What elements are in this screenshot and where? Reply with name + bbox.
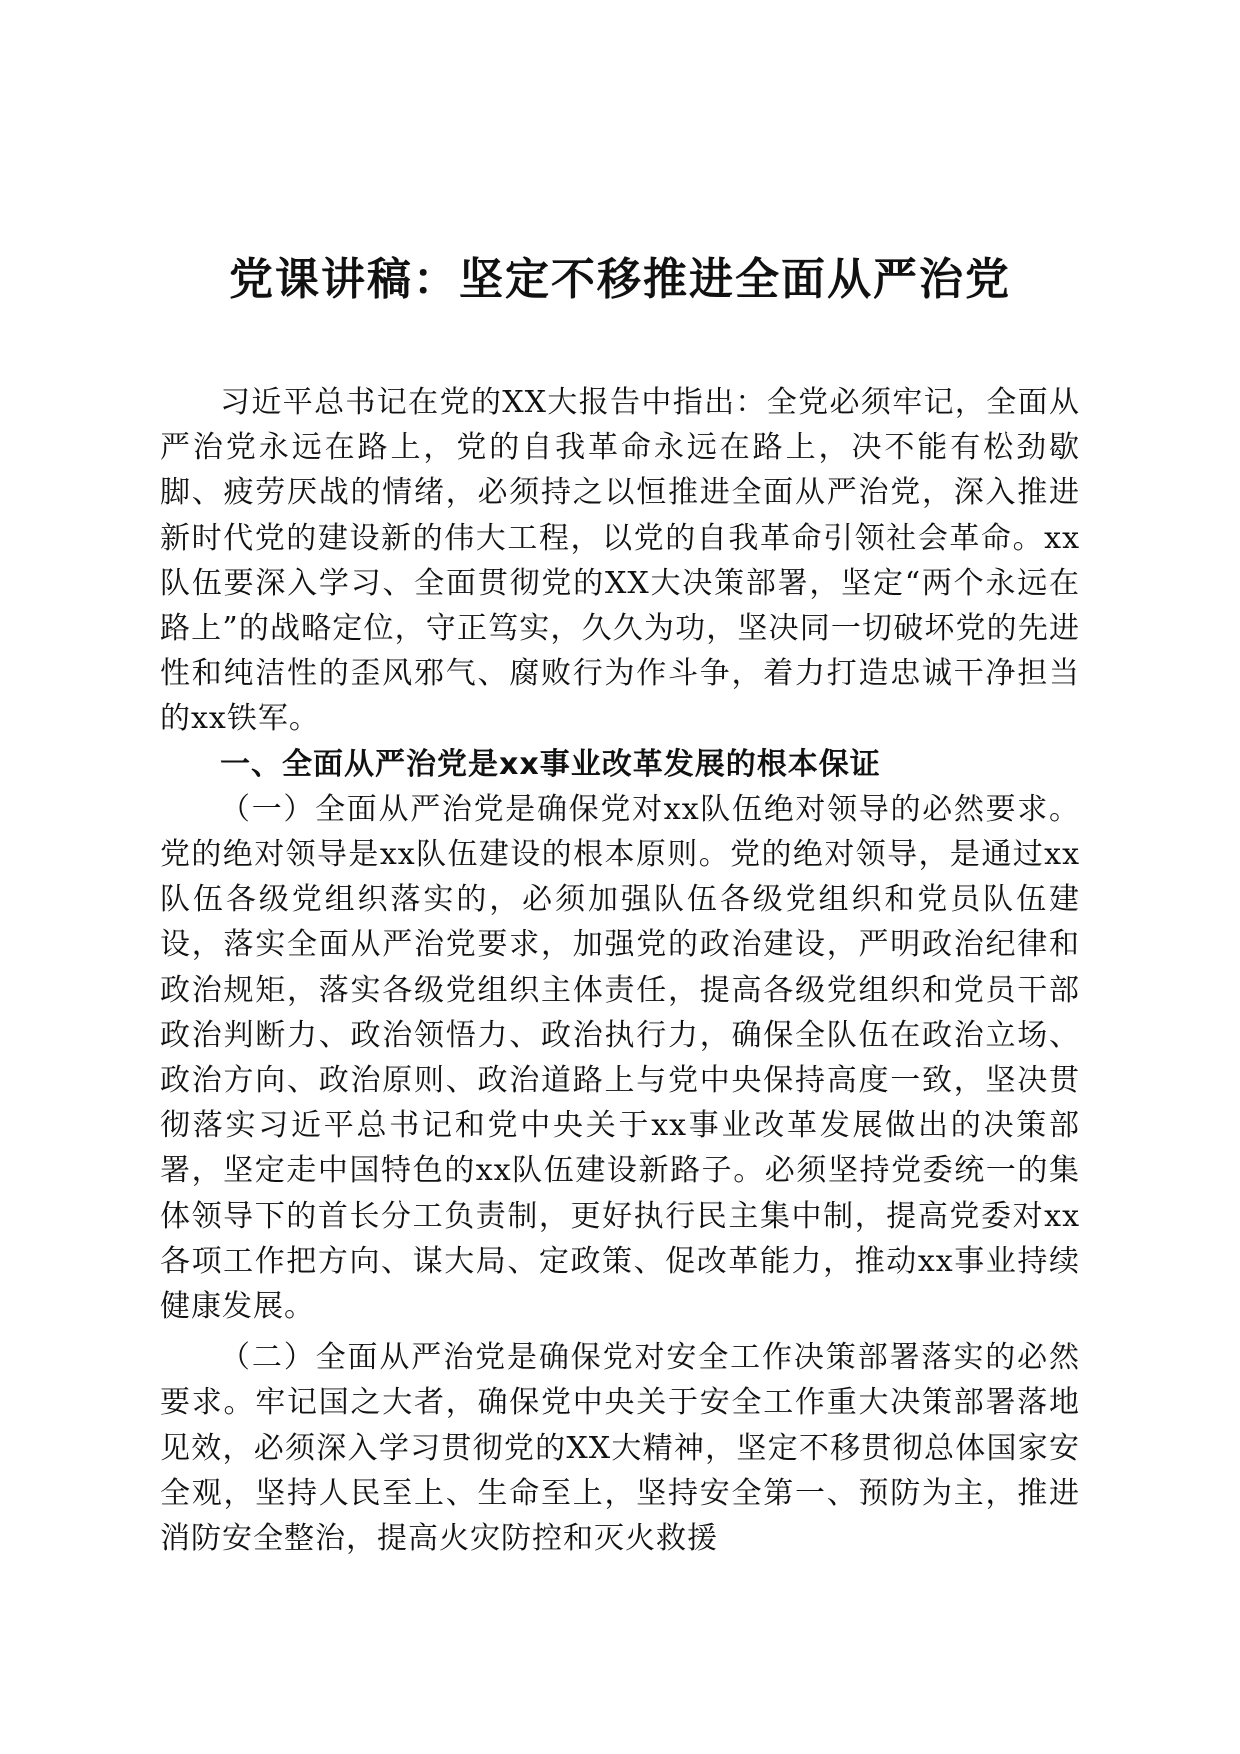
section-heading-1: 一、全面从严治党是xx事业改革发展的根本保证 bbox=[220, 746, 881, 782]
intro-paragraph: 习近平总书记在党的XX大报告中指出：全党必须牢记，全面从严治党永远在路上，党的自我革命永远在路上，决不能有松劲歇脚、疲劳厌战的情绪，必须持之以恒推进全面从严治党，深入推进新时代党的建设新的伟大工程，以党的自我革命引领社会革命。xx队伍要深入学习、全面贯彻党的XX大决策部署，坚定“两个永远在路上”的战略定位，守正笃实，久久为功，坚决同一切破坏党的先进性和纯洁性的歪风邪气、腐败行为作斗争，着力打造忠诚干净担当的xx铁军。 bbox=[160, 385, 1080, 737]
section-1-paragraph-1: （一）全面从严治党是确保党对xx队伍绝对领导的必然要求。党的绝对领导是xx队伍建设的根本原则。党的绝对领导，是通过xx队伍各级党组织落实的，必须加强队伍各级党组织和党员队伍建设，落实全面从严治党要求，加强党的政治建设，严明政治纪律和政治规矩，落实各级党组织主体责任，提高各级党组织和党员干部政治判断力、政治领悟力、政治执行力，确保全队伍在政治立场、政治方向、政治原则、政治道路上与党中央保持高度一致，坚决贯彻落实习近平总书记和党中央关于xx事业改革发展做出的决策部署，坚定走中国特色的xx队伍建设新路子。必须坚持党委统一的集体领导下的首长分工负责制，更好执行民主集中制，提高党委对xx各项工作把方向、谋大局、定政策、促改革能力，推动xx事业持续健康发展。 bbox=[160, 791, 1080, 1325]
page-title: 党课讲稿：坚定不移推进全面从严治党 bbox=[229, 254, 1011, 305]
document-body bbox=[160, 380, 1080, 1561]
section-1-paragraph-2: （二）全面从严治党是确保党对安全工作决策部署落实的必然要求。牢记国之大者，确保党中央关于安全工作重大决策部署落地见效，必须深入学习贯彻党的XX大精神，坚定不移贯彻总体国家安全观，坚持人民至上、生命至上，坚持安全第一、预防为主，推进消防安全整治，提高火灾防控和灭火救援 bbox=[160, 1340, 1080, 1557]
